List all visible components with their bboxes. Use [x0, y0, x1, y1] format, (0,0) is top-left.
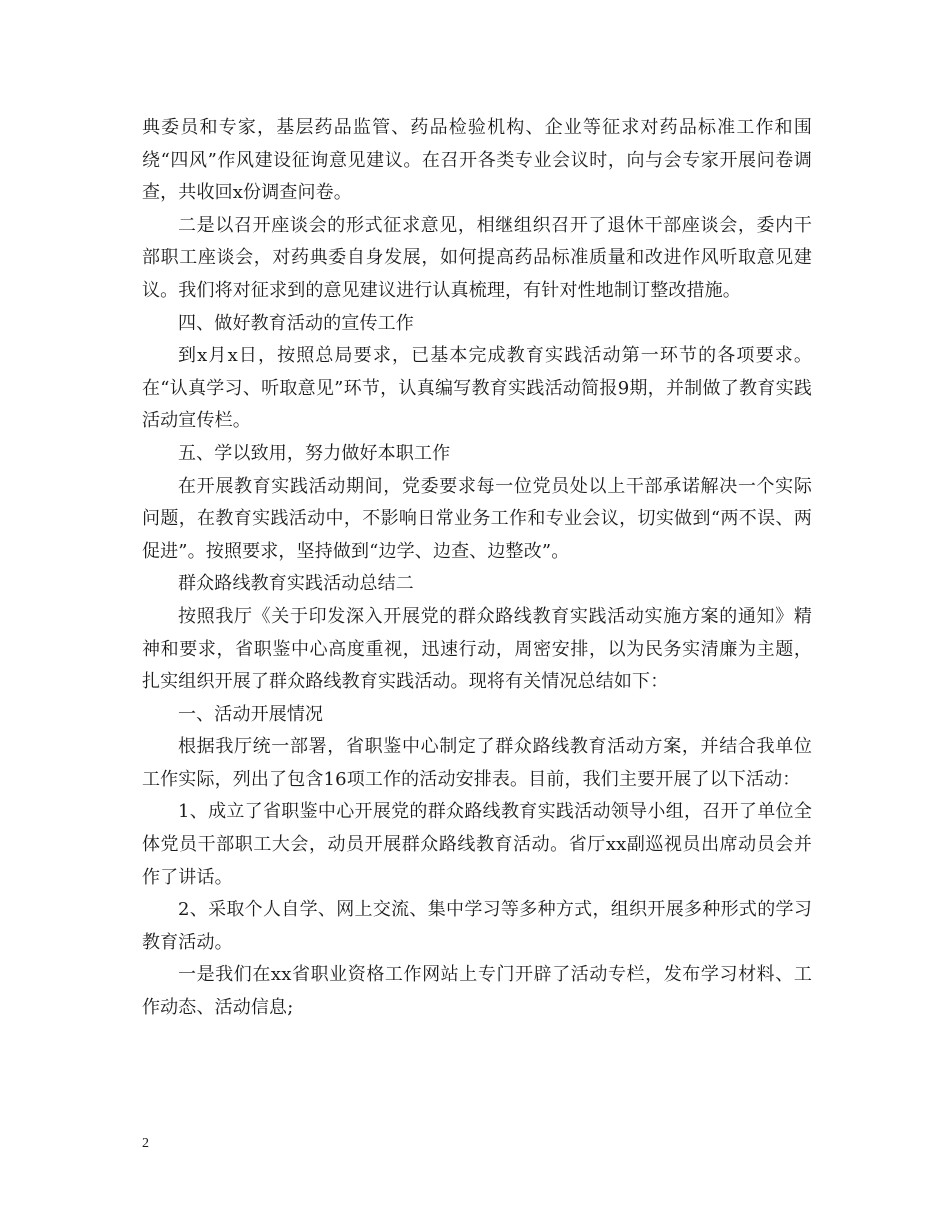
section-heading: 四、做好教育活动的宣传工作	[178, 312, 414, 334]
paragraph: 在开展教育实践活动期间，党委要求每一位党员处以上干部承诺解决一个实际问题，在教育实践活动中，不影响日常业务工作和专业会议，切实做到“两不误、两促进”。按照要求，坚持做到“边学、边查、边整改”。	[142, 475, 812, 562]
section-heading: 五、学以致用，努力做好本职工作	[178, 442, 451, 464]
paragraph: 到x月x日，按照总局要求，已基本完成教育实践活动第一环节的各项要求。在“认真学习、听取意见”环节，认真编写教育实践活动简报9期，并制做了教育实践活动宣传栏。	[142, 345, 812, 432]
document-subtitle: 群众路线教育实践活动总结二	[178, 573, 414, 595]
section-heading: 一、活动开展情况	[178, 703, 324, 725]
document-body	[142, 112, 812, 1025]
paragraph: 二是以召开座谈会的形式征求意见，相继组织召开了退休干部座谈会，委内干部职工座谈会，对药典委自身发展，如何提高药品标准质量和改进作风听取意见建议。我们将对征求到的意见建议进行认真梳理，有针对性地制订整改措施。	[142, 214, 812, 301]
paragraph: 一是我们在xx省职业资格工作网站上专门开辟了活动专栏，发布学习材料、工作动态、活动信息;	[142, 964, 812, 1019]
paragraph: 典委员和专家，基层药品监管、药品检验机构、企业等征求对药品标准工作和围绕“四风”作风建设征询意见建议。在召开各类专业会议时，向与会专家开展问卷调查，共收回x份调查问卷。	[142, 117, 812, 204]
paragraph: 2、采取个人自学、网上交流、集中学习等多种方式，组织开展多种形式的学习教育活动。	[142, 899, 812, 953]
paragraph: 1、成立了省职鉴中心开展党的群众路线教育实践活动领导小组，召开了单位全体党员干部职工大会，动员开展群众路线教育活动。省厅xx副巡视员出席动员会并作了讲话。	[142, 801, 812, 888]
page-number: 2	[142, 1136, 149, 1151]
paragraph: 按照我厅《关于印发深入开展党的群众路线教育实践活动实施方案的通知》精神和要求，省职鉴中心高度重视，迅速行动，周密安排，以为民务实清廉为主题，扎实组织开展了群众路线教育实践活动。现将有关情况总结如下：	[142, 605, 812, 693]
paragraph: 根据我厅统一部署，省职鉴中心制定了群众路线教育活动方案，并结合我单位工作实际，列出了包含16项工作的活动安排表。目前，我们主要开展了以下活动：	[142, 736, 812, 790]
